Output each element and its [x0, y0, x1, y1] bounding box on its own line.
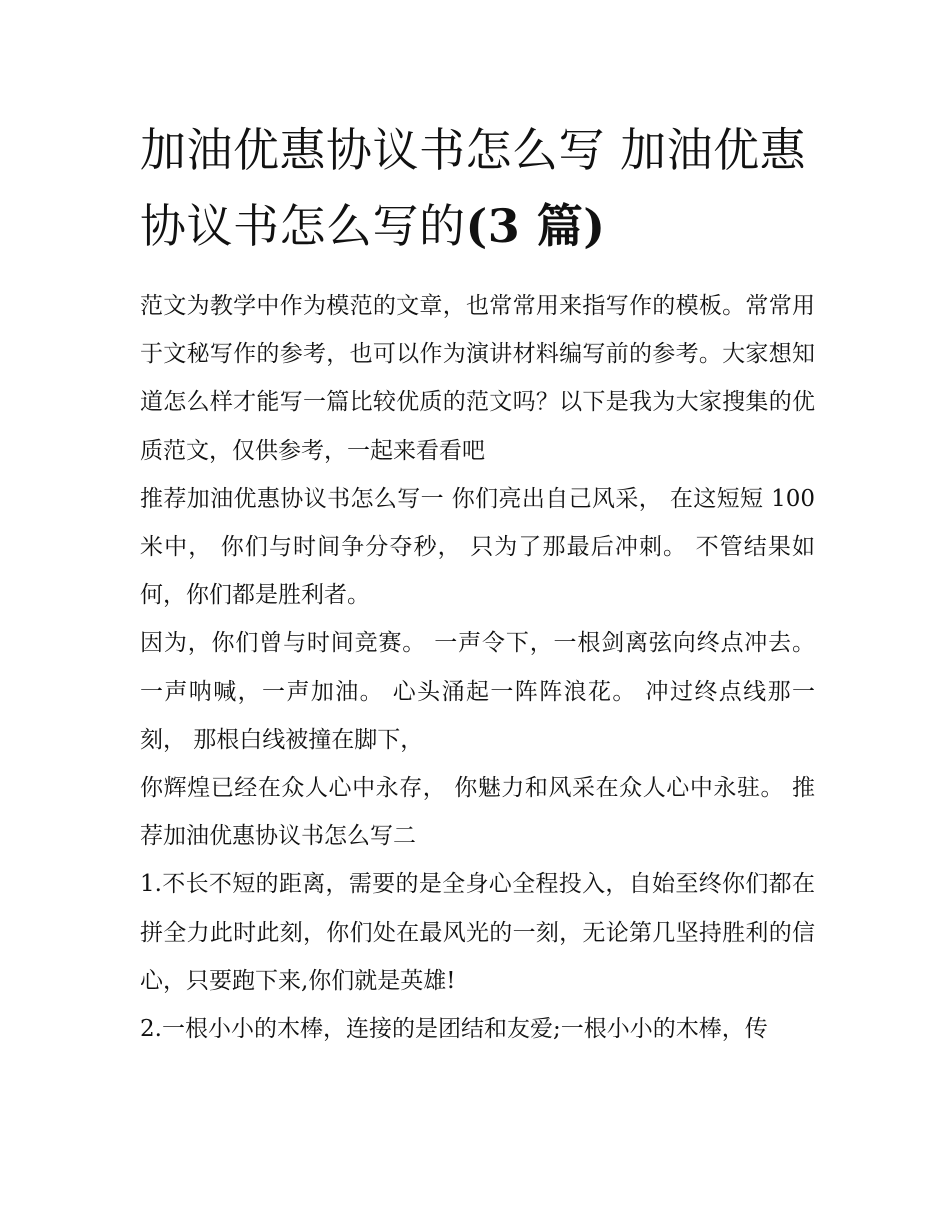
paragraph: 你辉煌已经在众人心中永存， 你魅力和风采在众人心中永驻。 推荐加油优惠协议书怎么写二 — [140, 775, 815, 850]
document-content — [140, 112, 815, 1053]
document-title-text: 加油优惠协议书怎么写 加油优惠协议书怎么写的 — [140, 123, 807, 253]
paragraph: 2.一根小小的木棒，连接的是团结和友爱;一根小小的木棒，传 — [140, 1016, 768, 1043]
document-body — [140, 282, 815, 1053]
paragraph: 范文为教学中作为模范的文章，也常常用来指写作的模板。常常用于文秘写作的参考，也可以作为演讲材料编写前的参考。大家想知道怎么样才能写一篇比较优质的范文吗？以下是我为大家搜集的优质范文，仅供参考，一起来看看吧 — [140, 293, 815, 464]
paragraph: 1.不长不短的距离，需要的是全身心全程投入，自始至终你们都在拼全力此时此刻，你们处在最风光的一刻，无论第几坚持胜利的信心，只要跑下来,你们就是英雄! — [140, 871, 815, 994]
paragraph: 推荐加油优惠协议书怎么写一 你们亮出自己风采， 在这短短 100 米中， 你们与时间争分夺秒， 只为了那最后冲刺。 不管结果如何，你们都是胜利者。 — [140, 485, 815, 609]
document-title-count: (3 篇) — [465, 199, 606, 253]
document-title — [140, 112, 815, 264]
paragraph: 因为，你们曾与时间竞赛。 一声令下，一根剑离弦向终点冲去。 一声呐喊，一声加油。 心头涌起一阵阵浪花。 冲过终点线那一刻， 那根白线被撞在脚下， — [140, 630, 815, 753]
